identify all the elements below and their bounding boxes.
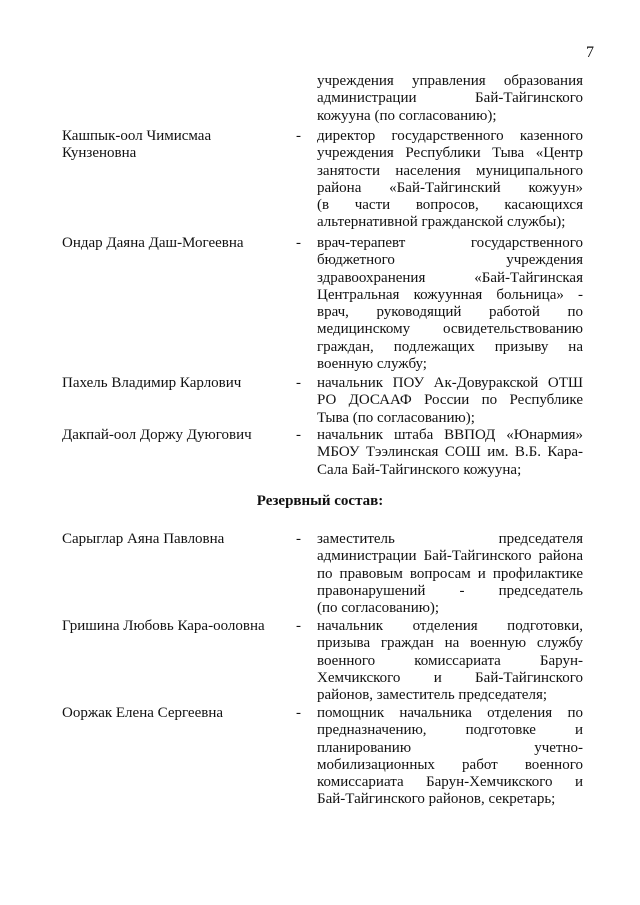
desc-line: МБОУ Тээлинская СОШ им. В.Б. Кара- [317,444,583,461]
member-name [62,427,292,444]
member-name [62,705,292,722]
member-description [317,375,583,427]
dash: - [296,128,301,144]
desc-line: кожууна (по согласованию); [317,107,497,124]
desc-line: комиссариата Барун-Хемчикского и [317,774,583,791]
member-description [317,618,583,704]
dash: - [296,375,301,391]
desc-line: Центральная кожуунная больница» - [317,286,583,303]
member-name [62,128,292,163]
desc-line: учреждения управления образования [317,73,583,89]
desc-line: мобилизационных работ военного [317,756,583,773]
page-number: 7 [586,44,594,61]
continuation-description [317,73,583,125]
desc-line: здравоохранения «Бай-Тайгинская [317,269,583,286]
desc-line: военную службу; [317,356,427,373]
member-description [317,531,583,617]
desc-line: занятости населения муниципального [317,162,583,179]
member-description [317,235,583,373]
name-line: Гришина Любовь Кара-ооловна [62,618,265,634]
member-description [317,705,583,809]
name-line: Ооржак Елена Сергеевна [62,705,224,721]
desc-line: (по согласованию); [317,600,440,617]
member-name [62,375,292,392]
desc-line: врач-терапевт государственного [317,235,583,251]
desc-line: Тыва (по согласованию); [317,409,475,426]
desc-line: (в части вопросов, касающихся [317,197,583,214]
desc-line: заместитель председателя [317,531,583,547]
desc-line: планированию учетно- [317,739,583,756]
desc-line: предназначению, подготовке и [317,722,583,739]
desc-line: начальник ПОУ Ак-Довуракской ОТШ [317,375,583,391]
dash: - [296,531,301,547]
desc-line: администрации Бай-Тайгинского района [317,548,583,565]
desc-line: учреждения Республики Тыва «Центр [317,145,583,162]
desc-line: Сала Бай-Тайгинского кожууна; [317,461,522,478]
desc-line: врач, руководящий работой по [317,304,583,321]
desc-line: помощник начальника отделения по [317,705,583,721]
name-line: Ондар Даяна Даш-Могеевна [62,235,244,251]
desc-line: районов, заместитель председателя; [317,687,548,704]
name-line: Кашпык-оол Чимисмаа [62,128,212,144]
name-line: Дакпай-оол Доржу Дуюгович [62,427,252,443]
desc-line: Бай-Тайгинского районов, секретарь; [317,791,556,808]
desc-line: бюджетного учреждения [317,252,583,269]
desc-line: альтернативной гражданской службы); [317,214,566,231]
desc-line: администрации Бай-Тайгинского [317,90,583,107]
desc-line: правонарушений - председатель [317,582,583,599]
member-name [62,235,292,252]
desc-line: военного комиссариата Барун- [317,652,583,669]
desc-line: РО ДОСААФ России по Республике [317,392,583,409]
member-description [317,128,583,232]
section-title: Резервный состав: [256,493,384,509]
dash: - [296,618,301,634]
name-line: Пахель Владимир Карлович [62,375,242,391]
name-line: Сарыглар Аяна Павловна [62,531,225,547]
name-line: Кунзеновна [62,145,137,162]
desc-line: призыва граждан на военную службу [317,635,583,652]
member-name [62,531,292,548]
desc-line: начальник отделения подготовки, [317,618,583,634]
desc-line: директор государственного казенного [317,128,583,144]
desc-line: района «Бай-Тайгинский кожуун» [317,179,583,196]
desc-line: начальник штаба ВВПОД «Юнармия» [317,427,583,443]
dash: - [296,705,301,721]
desc-line: граждан, подлежащих призыву на [317,338,583,355]
member-name [62,618,292,635]
desc-line: по правовым вопросам и профилактике [317,565,583,582]
dash: - [296,235,301,251]
desc-line: Хемчикского и Бай-Тайгинского [317,669,583,686]
member-description [317,427,583,479]
desc-line: медицинскому освидетельствованию [317,321,583,338]
dash: - [296,427,301,443]
